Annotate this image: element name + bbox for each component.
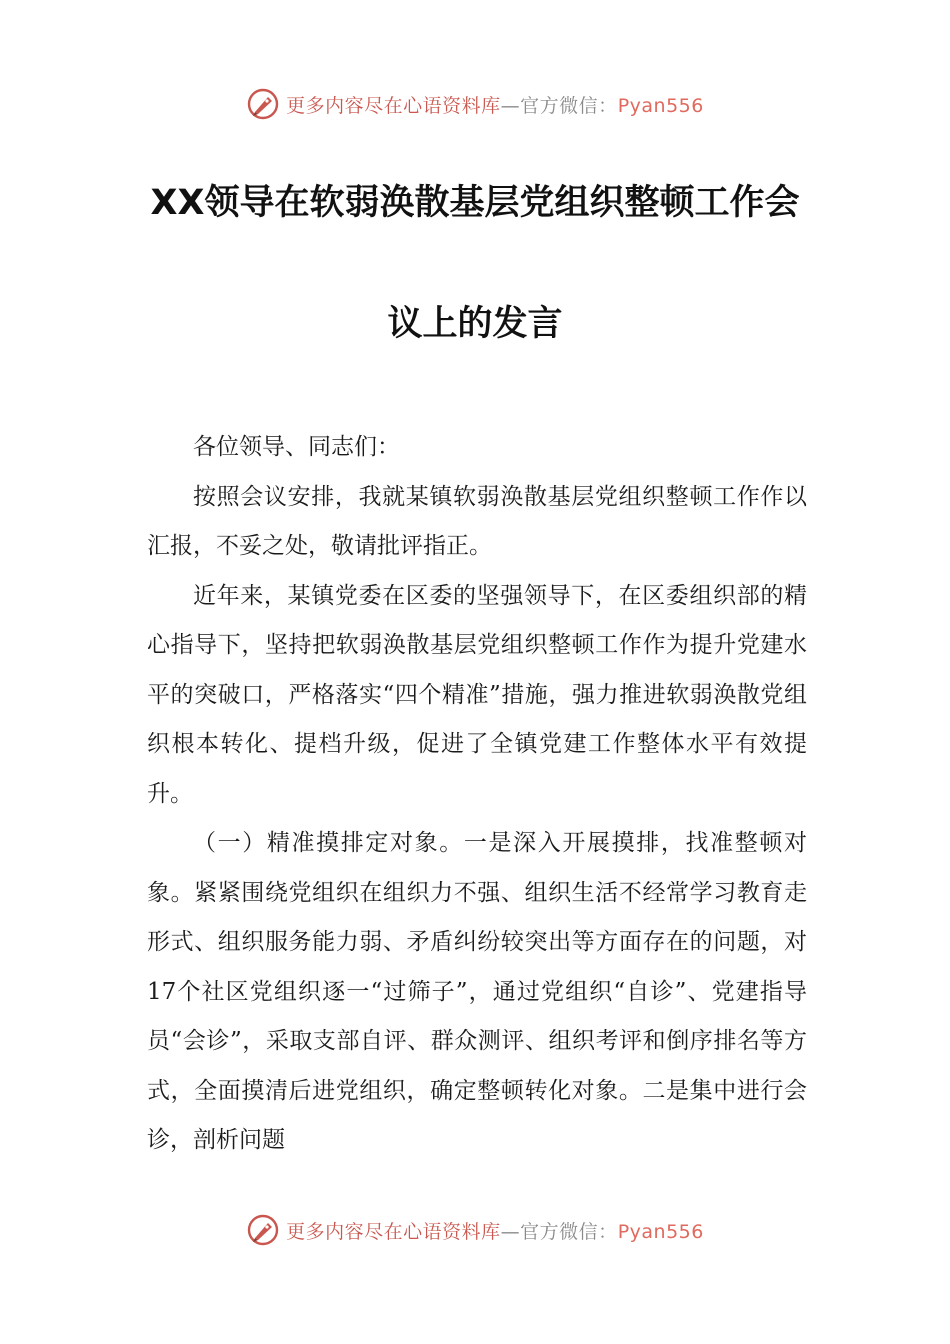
watermark-wechat-id: Pyan556 xyxy=(617,1220,704,1243)
header-watermark xyxy=(0,84,950,124)
page-title-line-1: XX领导在软弱涣散基层党组织整顿工作会 xyxy=(150,183,800,223)
salutation-paragraph: 各位领导、同志们： xyxy=(193,434,400,460)
footer-watermark xyxy=(0,1210,950,1250)
body-paragraph: 近年来，某镇党委在区委的坚强领导下，在区委组织部的精心指导下，坚持把软弱涣散基层党组织整顿工作作为提升党建水平的突破口，严格落实“四个精准”措施，强力推进软弱涣散党组织根本转化、提档升级，促进了全镇党建工作整体水平有效提升。 xyxy=(147,582,807,807)
pen-nib-logo-icon xyxy=(246,1213,280,1247)
watermark-site-text: 更多内容尽在心语资料库 xyxy=(286,94,501,117)
page-title-line-2: 议上的发言 xyxy=(387,304,563,344)
body-paragraph: 按照会议安排，我就某镇软弱涣散基层党组织整顿工作作以汇报，不妥之处，敬请批评指正。 xyxy=(147,483,807,559)
watermark-wechat-label: —官方微信： xyxy=(500,94,618,117)
document-body xyxy=(147,423,807,1166)
pen-nib-logo-icon xyxy=(246,87,280,121)
watermark-wechat-id: Pyan556 xyxy=(617,94,704,117)
watermark-site-text: 更多内容尽在心语资料库 xyxy=(286,1220,501,1243)
body-paragraph: （一）精准摸排定对象。一是深入开展摸排，找准整顿对象。紧紧围绕党组织在组织力不强、组织生活不经常学习教育走形式、组织服务能力弱、矛盾纠纷较突出等方面存在的问题，对17个社区党组织逐一“过筛子”，通过党组织“自诊”、党建指导员“会诊”，采取支部自评、群众测评、组织考评和倒序排名等方式，全面摸清后进党组织，确定整顿转化对象。二是集中进行会诊，剖析问题 xyxy=(147,830,807,1153)
watermark-wechat-label: —官方微信： xyxy=(500,1220,618,1243)
